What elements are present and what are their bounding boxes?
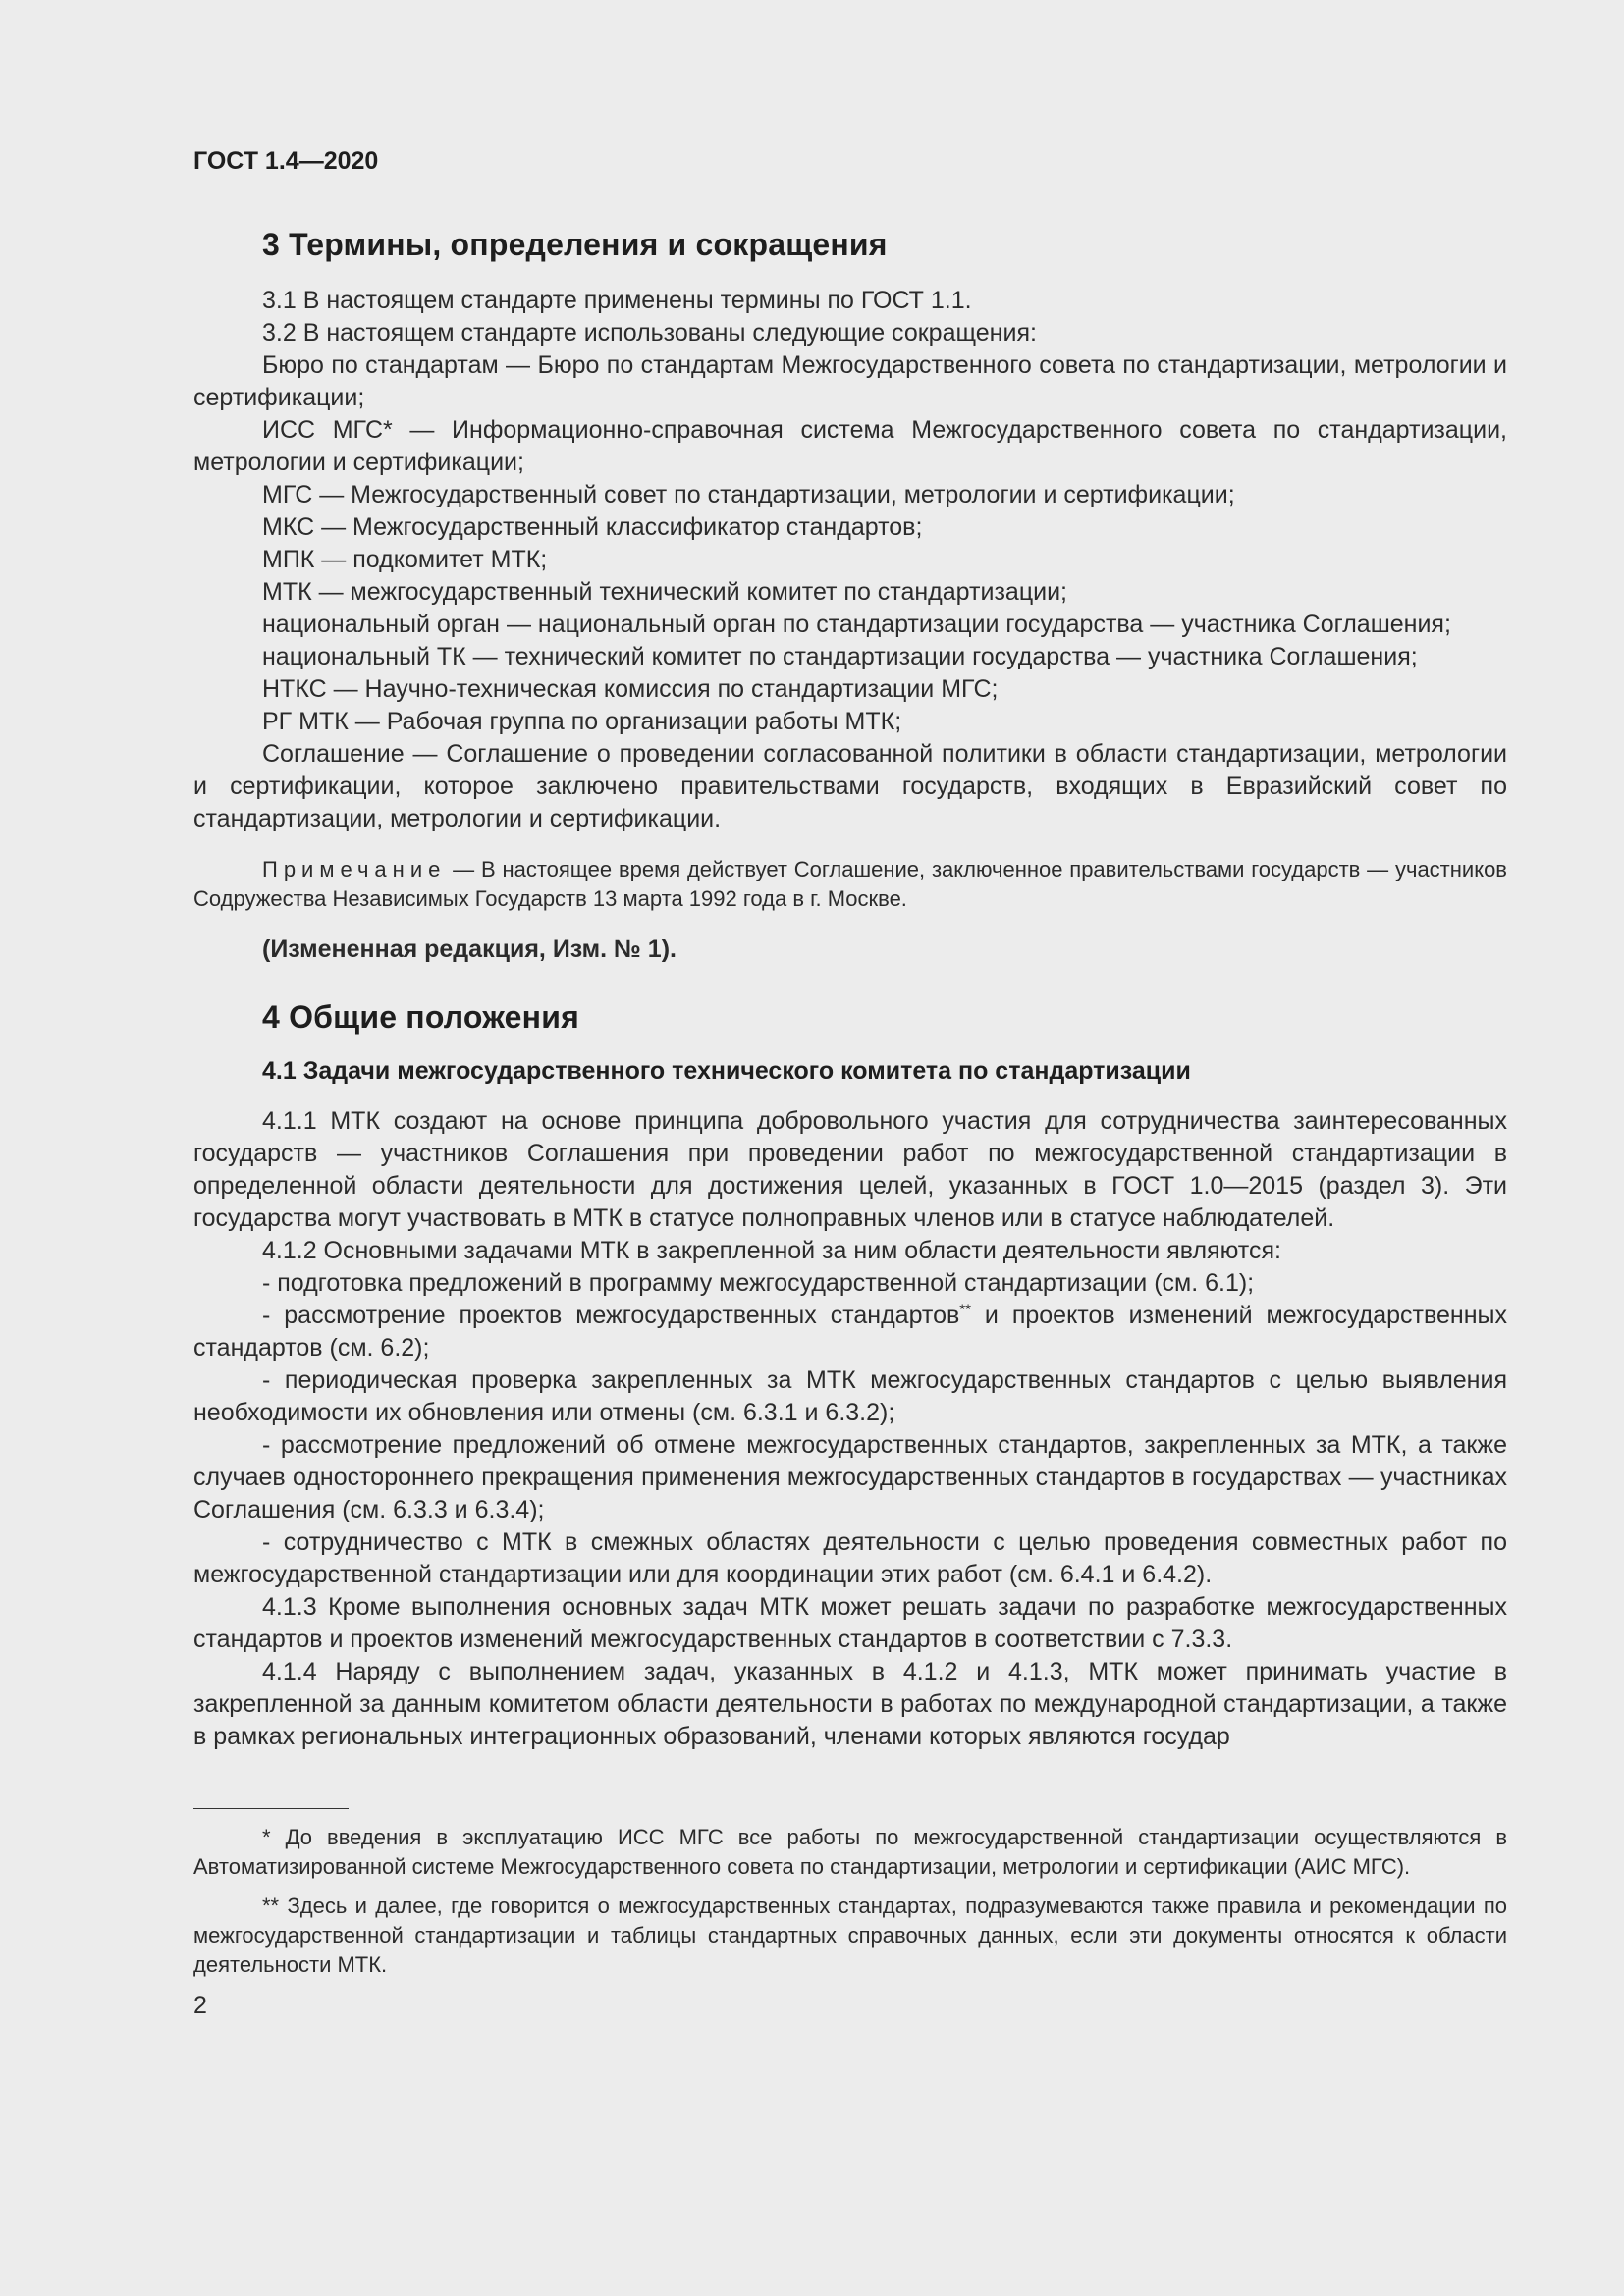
list-item-text: и проектов изменений межгосударственных стандартов (см. 6.2); xyxy=(193,1302,1507,1362)
list-item: - сотрудничество с МТК в смежных областях деятельности с целью проведения совместных работ по межгосударственной стандартизации или для координации этих работ (см. 6.4.1 и 6.4.2). xyxy=(193,1528,1507,1588)
section-4-title: 4 Общие положения xyxy=(262,999,579,1035)
paragraph: 3.1 В настоящем стандарте применены термины по ГОСТ 1.1. xyxy=(262,287,972,314)
list-item xyxy=(193,1300,1507,1364)
note-text: — В настоящее время действует Соглашение, заключенное правительствами государств — участников Содружества Независимых Государств 13 марта 1992 года в г. Москве. xyxy=(193,857,1507,911)
paragraph: 3.2 В настоящем стандарте использованы следующие сокращения: xyxy=(262,319,1037,347)
abbreviation-entry: ИСС МГС* — Информационно-справочная система Межгосударственного совета по стандартизации, метрологии и сертификации; xyxy=(193,416,1507,476)
abbreviation-entry: МКС — Межгосударственный классификатор стандартов; xyxy=(262,513,923,541)
abbreviation-entry: Бюро по стандартам — Бюро по стандартам Межгосударственного совета по стандартизации, метрологии и сертификации; xyxy=(193,351,1507,411)
document-header: ГОСТ 1.4—2020 xyxy=(193,147,379,175)
subsection-4-1-title: 4.1 Задачи межгосударственного технического комитета по стандартизации xyxy=(262,1057,1191,1085)
footnote: * До введения в эксплуатацию ИСС МГС все работы по межгосударственной стандартизации осуществляются в Автоматизированной системе Межгосударственного совета по стандартизации, метрологии и сертификации (АИС МГС). xyxy=(193,1825,1507,1879)
note-label: Примечание xyxy=(262,857,447,881)
document-page xyxy=(193,147,1507,2020)
abbreviation-entry: национальный орган — национальный орган по стандартизации государства — участника Соглашения; xyxy=(262,611,1451,638)
abbreviation-entry: национальный ТК — технический комитет по стандартизации государства — участника Соглашения; xyxy=(262,643,1418,670)
section-3-body xyxy=(193,285,1507,835)
footnote-divider xyxy=(193,1808,349,1809)
amendment-note: (Измененная редакция, Изм. № 1). xyxy=(262,935,677,963)
paragraph-4-1-3: 4.1.3 Кроме выполнения основных задач МТК может решать задачи по разработке межгосударственных стандартов и проектов изменений межгосударственных стандартов в соответствии с 7.3.3. xyxy=(193,1593,1507,1653)
list-item: - периодическая проверка закрепленных за МТК межгосударственных стандартов с целью выявления необходимости их обновления или отмены (см. 6.3.1 и 6.3.2); xyxy=(193,1366,1507,1426)
page-number: 2 xyxy=(193,1992,207,2019)
abbreviation-entry: МГС — Межгосударственный совет по стандартизации, метрологии и сертификации; xyxy=(262,481,1235,508)
footnote: ** Здесь и далее, где говорится о межгосударственных стандартах, подразумеваются также правила и рекомендации по межгосударственной стандартизации и таблицы стандартных справочных данных, если эти документы относятся к области деятельности МТК. xyxy=(193,1894,1507,1977)
abbreviation-entry: Соглашение — Соглашение о проведении согласованной политики в области стандартизации, метрологии и сертификации, которое заключено правительствами государств, входящих в Евразийский совет по стандартизации, метрологии и сертификации. xyxy=(193,740,1507,832)
list-item: - подготовка предложений в программу межгосударственной стандартизации (см. 6.1); xyxy=(262,1269,1255,1297)
footnote-ref: ** xyxy=(959,1301,971,1318)
paragraph-4-1-4: 4.1.4 Наряду с выполнением задач, указанных в 4.1.2 и 4.1.3, МТК может принимать участие в закрепленной за данным комитетом области деятельности в работах по международной стандартизации, а также в рамках региональных интеграционных образований, членами которых являются государ xyxy=(193,1658,1507,1750)
section-4-body xyxy=(193,1105,1507,1753)
abbreviation-entry: МТК — межгосударственный технический комитет по стандартизации; xyxy=(262,578,1068,606)
abbreviation-entry: РГ МТК — Рабочая группа по организации работы МТК; xyxy=(262,708,902,735)
list-item: - рассмотрение предложений об отмене межгосударственных стандартов, закрепленных за МТК, а также случаев одностороннего прекращения применения межгосударственных стандартов в государствах — участниках Соглашения (см. 6.3.3 и 6.3.4); xyxy=(193,1431,1507,1523)
section-3-title: 3 Термины, определения и сокращения xyxy=(262,227,888,262)
paragraph-4-1-2: 4.1.2 Основными задачами МТК в закрепленной за ним области деятельности являются: xyxy=(262,1237,1281,1264)
abbreviation-entry: НТКС — Научно-техническая комиссия по стандартизации МГС; xyxy=(262,675,999,703)
note xyxy=(193,855,1507,914)
list-item-text: - рассмотрение проектов межгосударственных стандартов xyxy=(262,1302,960,1329)
abbreviation-entry: МПК — подкомитет МТК; xyxy=(262,546,548,573)
paragraph-4-1-1: 4.1.1 МТК создают на основе принципа добровольного участия для сотрудничества заинтересованных государств — участников Соглашения при проведении работ по межгосударственной стандартизации в определенной области деятельности для достижения целей, указанных в ГОСТ 1.0—2015 (раздел 3). Эти государства могут участвовать в МТК в статусе полноправных членов или в статусе наблюдателей. xyxy=(193,1107,1507,1232)
